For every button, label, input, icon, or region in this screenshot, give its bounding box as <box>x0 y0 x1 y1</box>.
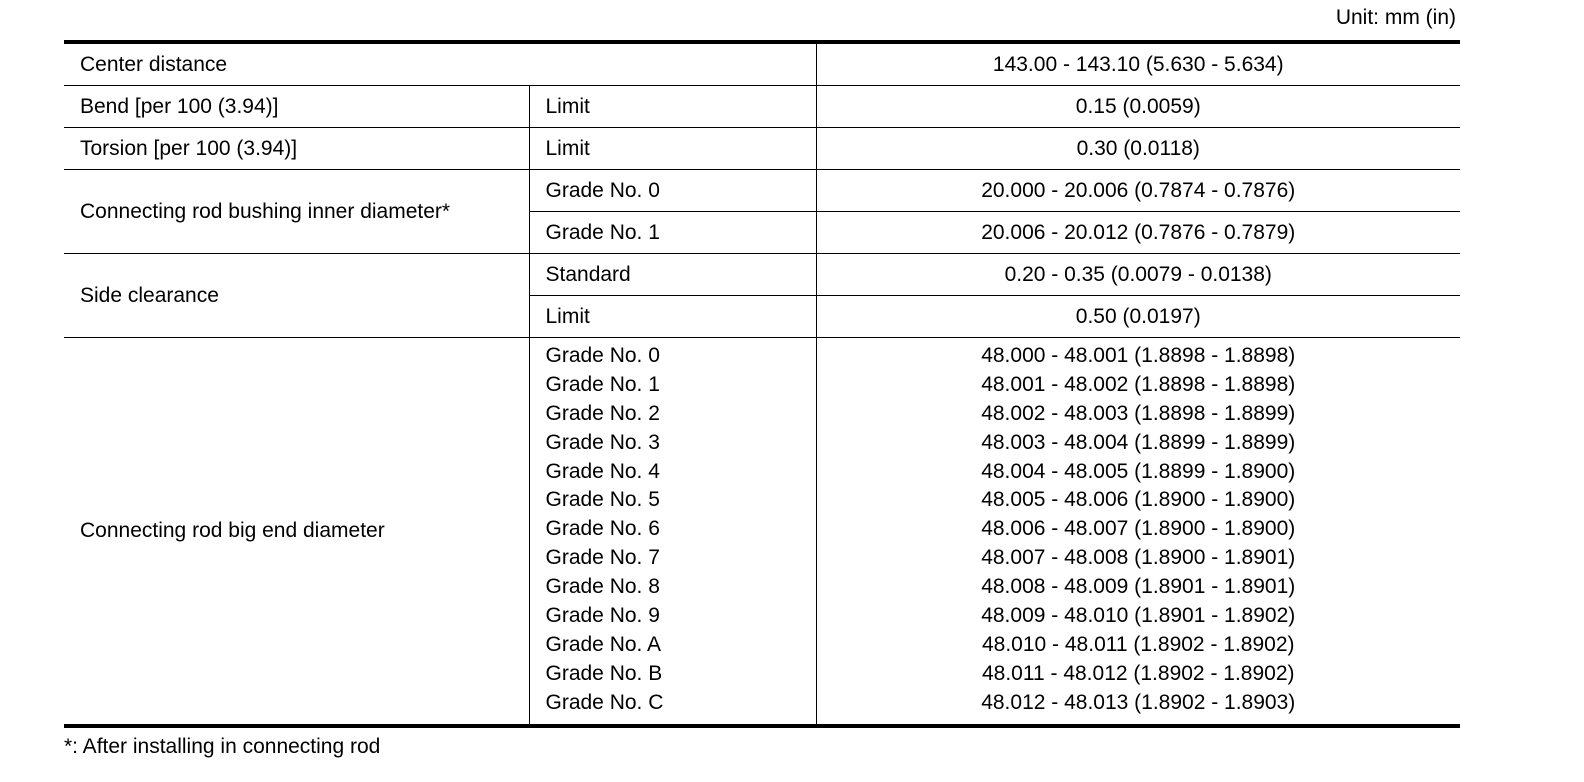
value-bend: 0.15 (0.0059) <box>816 86 1460 128</box>
table-row <box>64 42 1460 86</box>
row-label-bend: Bend [per 100 (3.94)] <box>64 86 529 128</box>
grade-label: Grade No. 8 <box>545 575 660 599</box>
grade-label: Grade No. B <box>545 661 663 685</box>
sub-label-bushing-1: Grade No. 1 <box>529 212 816 254</box>
sub-label-torsion: Limit <box>529 128 816 170</box>
grade-value: 48.011 - 48.012 (1.8902 - 1.8902) <box>981 661 1295 685</box>
grade-value: 48.006 - 48.007 (1.8900 - 1.8900) <box>981 517 1296 541</box>
value-bushing-1: 20.006 - 20.012 (0.7876 - 0.7879) <box>816 212 1460 254</box>
sub-label-side-clearance-standard: Standard <box>529 254 816 296</box>
grade-label: Grade No. 0 <box>545 344 660 367</box>
grade-label: Grade No. C <box>545 690 664 714</box>
value-side-clearance-standard: 0.20 - 0.35 (0.0079 - 0.0138) <box>816 254 1460 296</box>
grade-label: Grade No. 5 <box>545 488 660 512</box>
big-end-value-list <box>816 338 1460 726</box>
grade-label: Grade No. A <box>545 632 662 656</box>
big-end-grade-list <box>529 338 816 726</box>
grade-label: Grade No. 4 <box>545 459 660 483</box>
grade-value: 48.008 - 48.009 (1.8901 - 1.8901) <box>981 575 1296 599</box>
row-label-big-end: Connecting rod big end diameter <box>64 338 529 726</box>
grade-label: Grade No. 2 <box>545 401 660 425</box>
grade-label: Grade No. 1 <box>545 372 660 396</box>
row-label-center-distance: Center distance <box>64 42 816 86</box>
value-bushing-0: 20.000 - 20.006 (0.7874 - 0.7876) <box>816 170 1460 212</box>
grade-value: 48.001 - 48.002 (1.8898 - 1.8898) <box>981 372 1296 396</box>
sub-label-side-clearance-limit: Limit <box>529 296 816 338</box>
grade-label: Grade No. 3 <box>545 430 660 454</box>
row-label-side-clearance: Side clearance <box>64 254 529 338</box>
value-center-distance: 143.00 - 143.10 (5.630 - 5.634) <box>992 52 1284 76</box>
grade-label: Grade No. 6 <box>545 517 660 541</box>
footnote: *: After installing in connecting rod <box>64 735 381 758</box>
grade-label: Grade No. 9 <box>545 604 660 628</box>
grade-value: 48.007 - 48.008 (1.8900 - 1.8901) <box>981 546 1296 570</box>
row-label-torsion: Torsion [per 100 (3.94)] <box>64 128 529 170</box>
grade-value: 48.003 - 48.004 (1.8899 - 1.8899) <box>981 430 1296 454</box>
table-row <box>64 338 1460 726</box>
unit-label: Unit: mm (in) <box>1335 6 1456 29</box>
table-row <box>64 128 1460 170</box>
grade-value: 48.012 - 48.013 (1.8902 - 1.8903) <box>981 690 1296 714</box>
grade-value: 48.010 - 48.011 (1.8902 - 1.8902) <box>981 632 1295 656</box>
grade-value: 48.004 - 48.005 (1.8899 - 1.8900) <box>981 459 1296 483</box>
table-row <box>64 254 1460 296</box>
spec-table <box>64 40 1460 728</box>
value-side-clearance-limit: 0.50 (0.0197) <box>816 296 1460 338</box>
grade-value: 48.009 - 48.010 (1.8901 - 1.8902) <box>981 604 1296 628</box>
sub-label-bushing-0: Grade No. 0 <box>529 170 816 212</box>
table-row <box>64 86 1460 128</box>
sub-label-bend: Limit <box>529 86 816 128</box>
table-row <box>64 170 1460 212</box>
grade-label: Grade No. 7 <box>545 546 660 570</box>
grade-value: 48.002 - 48.003 (1.8898 - 1.8899) <box>981 401 1296 425</box>
grade-value: 48.005 - 48.006 (1.8900 - 1.8900) <box>981 488 1296 512</box>
row-label-bushing: Connecting rod bushing inner diameter* <box>64 170 529 254</box>
grade-value: 48.000 - 48.001 (1.8898 - 1.8898) <box>981 344 1296 367</box>
value-torsion: 0.30 (0.0118) <box>816 128 1460 170</box>
